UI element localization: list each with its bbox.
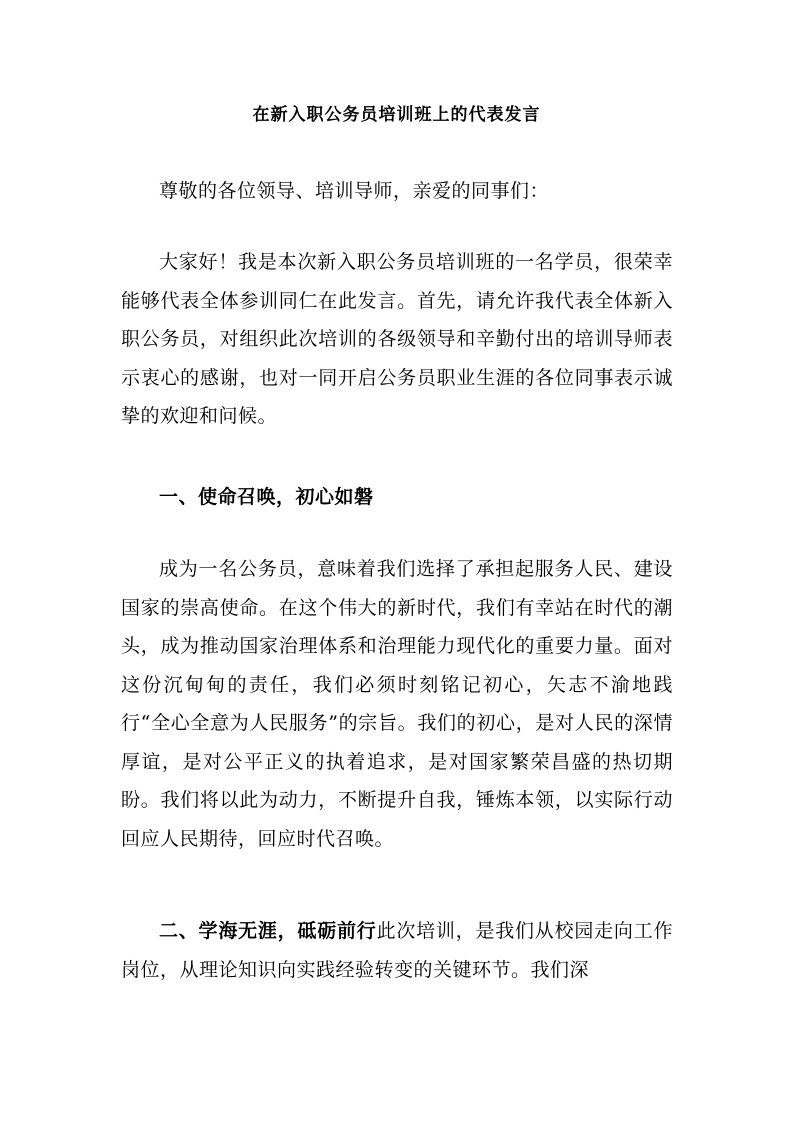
section-heading-2: 二、学海无涯，砥砺前行 (159, 920, 377, 942)
paragraph-learning-block (121, 912, 673, 989)
paragraph-learning-text: 此次培训，是我们从校园走向工作岗位，从理论知识向实践经验转变的关键环节。我们深 (121, 920, 673, 981)
paragraph-intro (121, 243, 673, 436)
paragraph-learning (121, 912, 673, 989)
paragraph-mission (121, 550, 673, 858)
salutation-text: 尊敬的各位领导、培训导师，亲爱的同事们： (159, 180, 550, 202)
section-heading-1-text: 一、使命召唤，初心如磐 (159, 486, 374, 508)
paragraph-intro-text: 大家好！我是本次新入职公务员培训班的一名学员，很荣幸能够代表全体参训同仁在此发言。首先，请允许我代表全体新入职公务员，对组织此次培训的各级领导和辛勤付出的培训导师表示衷心的感谢，也对一同开启公务员职业生涯的各位同事表示诚挚的欢迎和问候。 (121, 251, 673, 427)
paragraph-mission-text: 成为一名公务员，意味着我们选择了承担起服务人民、建设国家的崇高使命。在这个伟大的新时代，我们有幸站在时代的潮头，成为推动国家治理体系和治理能力现代化的重要力量。面对这份沉甸甸的责任，我们必须时刻铭记初心，矢志不渝地践行“全心全意为人民服务”的宗旨。我们的初心，是对人民的深情厚谊，是对公平正义的执着追求，是对国家繁荣昌盛的热切期盼。我们将以此为动力，不断提升自我，锤炼本领，以实际行动回应人民期待，回应时代召唤。 (121, 558, 673, 850)
salutation (121, 172, 673, 211)
document-title: 在新入职公务员培训班上的代表发言 (252, 105, 541, 125)
section-heading-1 (121, 478, 673, 517)
